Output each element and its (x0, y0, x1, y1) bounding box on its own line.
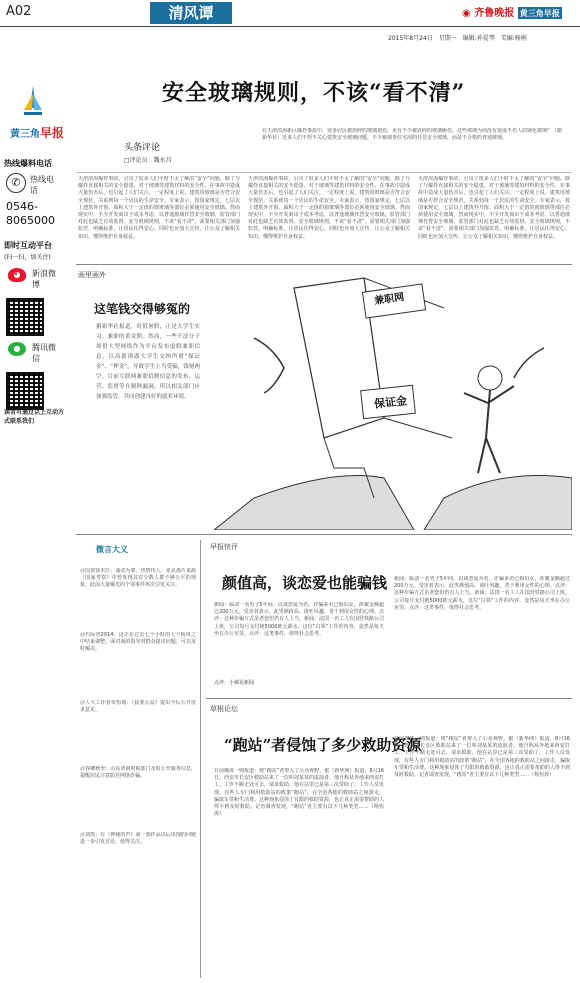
platform-sub: (扫一扫，加关注) (4, 254, 51, 261)
page-number: A02 (6, 4, 32, 19)
main-lead: 在天津滨海新区爆炸事故中，很多居民被震碎的玻璃划伤，更有不少被震碎的玻璃砸伤。这些玻璃为何没有变成不伤人的钢化玻璃？（据新华社）近来人们不得不关心建筑安全玻璃问题，不少被调查住宅用的并非安全玻璃，而是不合格的普通玻璃。 (262, 128, 562, 142)
comment-column-label: 头条评论 (124, 143, 161, 153)
main-bottom-rule (76, 264, 572, 265)
paper-logo-icon (22, 86, 44, 122)
weibo-item-1: ＠国资徐木匠：诚者为尊，热情待人，张从那片来源《国家考察》中曾发现其对少数人群不够公平的现象，此前大量曝光的个别事件再次引发关注。 (80, 568, 196, 589)
main-body-col2: 天津滨海爆炸事故，引出了很多人们平时不太了解的“安全”问题。除了与爆炸直接相关的安全隐患，对于玻璃等建筑材料的安全性，在事故中造成大量伤害后，也引起了人们关注。一定程度上说，建筑用玻璃是否符合安全规范，关系到每一个居民的生命安全。专家表示，按国家规定，七层以上建筑外开窗、面积大于一定值的窗玻璃等部位必须使用安全玻璃。然而现实中，不少开发商出于成本考虑，以普通玻璃代替安全玻璃，监管部门对此也缺乏有效监督。安全玻璃规则，不该“看不清”，需要相关部门加强监管，明确标准，让居民住得安心。同时也应加大宣传，让公众了解相关知识，懂得维护自身权益。 (248, 176, 410, 240)
weibo-qr-code[interactable] (6, 298, 44, 336)
cartoon-sign-top: 兼职网 (373, 291, 405, 308)
cartoon-sign-bottom: 保证金 (373, 394, 408, 411)
cartoon-bottom-rule (76, 534, 572, 535)
reader-note: 读者可通过以上互动方式联系我们 (4, 409, 65, 425)
hotline-phone[interactable]: 0546-8065000 (6, 200, 55, 227)
forum-headline: “跑站”者侵蚀了多少救助资源 (224, 736, 422, 754)
wechat-qr-code[interactable] (6, 372, 44, 410)
weibo-column-divider (200, 540, 201, 978)
quick-comment-headline: 颜值高，谈恋爱也能骗钱 (222, 574, 388, 592)
weibo-item-2: ＠石际省2014：这正在过去七个小时的七个板块之中结束调整，面对面的指导对群众提出问题，可以及时解决。 (80, 632, 196, 653)
main-body-col1: 天津滨海爆炸事故，引出了很多人们平时不太了解的“安全”问题。除了与爆炸直接相关的安全隐患，对于玻璃等建筑材料的安全性，在事故中造成大量伤害后，也引起了人们关注。一定程度上说，建筑用玻璃是否符合安全规范，关系到每一个居民的生命安全。专家表示，按国家规定，七层以上建筑外开窗、面积大于一定值的窗玻璃等部位必须使用安全玻璃。然而现实中，不少开发商出于成本考虑，以普通玻璃代替安全玻璃，监管部门对此也缺乏有效监督。安全玻璃规则，不该“看不清”，需要相关部门加强监管，明确标准，让居民住得安心。同时也应加大宣传，让公众了解相关知识，懂得维护自身权益。 (78, 176, 240, 240)
cartoon-section-label: 画里画外 (78, 271, 106, 279)
section-title-banner (150, 2, 232, 24)
sidebar (0, 60, 68, 920)
logo-text-bottom: 早报 (39, 126, 64, 140)
header-rule (0, 26, 580, 27)
quick-comment-reviewer: 点评：小郝看新闻 (214, 680, 255, 686)
weibo-item-4: ＠春卿秋季：山东济南财税部门及时公开服务信息，提醒居民注意防范网络诈骗。 (80, 766, 196, 780)
forum-body-right: 日前媒体一则报道：将“跑站”者带入了公众视野。据（新华网）报道，8月16日，西安市长安区救助站来了一位叫刘某某的流浪者，他自称从外地来西安打工，工作不顺无处可去，请求救助。他在站里已是第三次受助了。工作人员发现，有些人专门利用救助站的政策“跑站”，在全国各地的救助站之间游走，骗取车票和生活费。这种现象侵蚀了有限的救助资源，也让真正需要帮助的人得不到及时救助。记者调查发现，“跑站”者主要有以下几种类型……（杨恒涛） (394, 736, 570, 779)
lead-divider (76, 172, 572, 173)
weibo-label[interactable]: 新浪微博 (32, 269, 56, 289)
phone-icon: ✆ (6, 173, 26, 193)
quick-comment-body-left: 新闻：临清一名男子5年间，以谈恋爱为名，诈骗多名已婚妇女，涉案金额超过200万元。受害者表示，此男颜值高、谈吐风趣，善于利用女性的心理。点评：这种诈骗方式虽老套但仍有人上当。新闻：法国一名工人在国营铁路公司上班，公司每月支付她5000欧元薪水，这位“白领”工作的内容，竟然是每天坐在办公室里。点评：这类事件，值得社会思考。 (214, 602, 384, 637)
platform-title: 即时互动平台 (4, 241, 52, 250)
main-body-col3: 天津滨海爆炸事故，引出了很多人们平时不太了解的“安全”问题。除了与爆炸直接相关的安全隐患，对于玻璃等建筑材料的安全性，在事故中造成大量伤害后，也引起了人们关注。一定程度上说，建筑用玻璃是否符合安全规范，关系到每一个居民的生命安全。专家表示，按国家规定，七层以上建筑外开窗、面积大于一定值的窗玻璃等部位必须使用安全玻璃。然而现实中，不少开发商出于成本考虑，以普通玻璃代替安全玻璃，监管部门对此也缺乏有效监督。安全玻璃规则，不该“看不清”，需要相关部门加强监管，明确标准，让居民住得安心。同时也应加大宣传，让公众了解相关知识，懂得维护自身权益。 (418, 176, 570, 240)
hotline-title: 热线爆料电话 (4, 159, 52, 168)
weibo-item-3: ＠人大工作者朱恒瑕：《我要公益》提出今后公开征求意见。 (80, 700, 196, 714)
mid-rule (206, 698, 572, 699)
weibo-icon[interactable]: ◕ (8, 268, 26, 282)
logo-text-top: 黄三角 (9, 129, 40, 140)
comment-author: □评论员 魏永昌 (124, 157, 172, 164)
forum-label: 草根论坛 (210, 705, 238, 713)
brand-logo (462, 4, 562, 19)
section-title: 清风谭 (168, 4, 214, 22)
weibo-section-title: 微言大义 (96, 545, 128, 554)
hotline-label: 热线电话 (30, 175, 54, 195)
quick-comment-label: 早报快评 (210, 543, 238, 551)
paper-logo-text (4, 122, 70, 141)
brand-icon: ◉ (462, 8, 471, 19)
cartoon-text: 据新华社报道，时值暑假，正是大学生实习、兼职的黄金期。然而，一些不法分子却借大型网络作为平台发布虚假兼职信息，以高薪诱惑大学生交纳所谓“保证金”、“押金”，导致学生上当受骗，钱财两空。目前互联网兼职招聘信息的发布、运营、监督等在制种漏洞，所以相关部门应加强监管，共同创建良好的就业环境。 (96, 324, 200, 400)
wechat-label[interactable]: 腾讯微信 (32, 343, 56, 363)
brand-sub: 黄三角早报 (519, 8, 560, 18)
brand-name: 齐鲁晚报 (474, 8, 515, 19)
cartoon-illustration (214, 268, 572, 530)
quick-comment-body-right: 新闻：临清一名男子5年间，以谈恋爱为名，诈骗多名已婚妇女，涉案金额超过200万元。受害者表示，此男颜值高、谈吐风趣，善于利用女性的心理。点评：这种诈骗方式虽老套但仍有人上当。新闻：法国一名工人在国营铁路公司上班，公司每月支付她5000欧元薪水，这位“白领”工作的内容，竟然是每天坐在办公室里。点评：这类事件，值得社会思考。 (394, 576, 570, 611)
wechat-icon[interactable]: ● (8, 342, 26, 356)
forum-body-left: 日前媒体一则报道：将“跑站”者带入了公众视野。据（新华网）报道，8月16日，西安市长安区救助站来了一位叫刘某某的流浪者，他自称从外地来西安打工，工作不顺无处可去，请求救助。他在站里已是第三次受助了。工作人员发现，有些人专门利用救助站的政策“跑站”，在全国各地的救助站之间游走，骗取车票和生活费。这种现象侵蚀了有限的救助资源，也让真正需要帮助的人得不到及时救助。记者调查发现，“跑站”者主要有以下几种类型……（杨恒涛） (214, 768, 384, 818)
cartoon-title: 这笔钱交得够冤的 (94, 302, 191, 316)
date-line: 2015年8月24日 星期一 编辑:孙爱琴 美编:杨刚 (388, 35, 527, 42)
weibo-item-5: ＠刘凯：有《神秘的声》第一部作品以后出现的问题进一步引发讨论，值得关注。 (80, 832, 196, 846)
main-headline: 安全玻璃规则，不该“看不清” (162, 80, 466, 106)
